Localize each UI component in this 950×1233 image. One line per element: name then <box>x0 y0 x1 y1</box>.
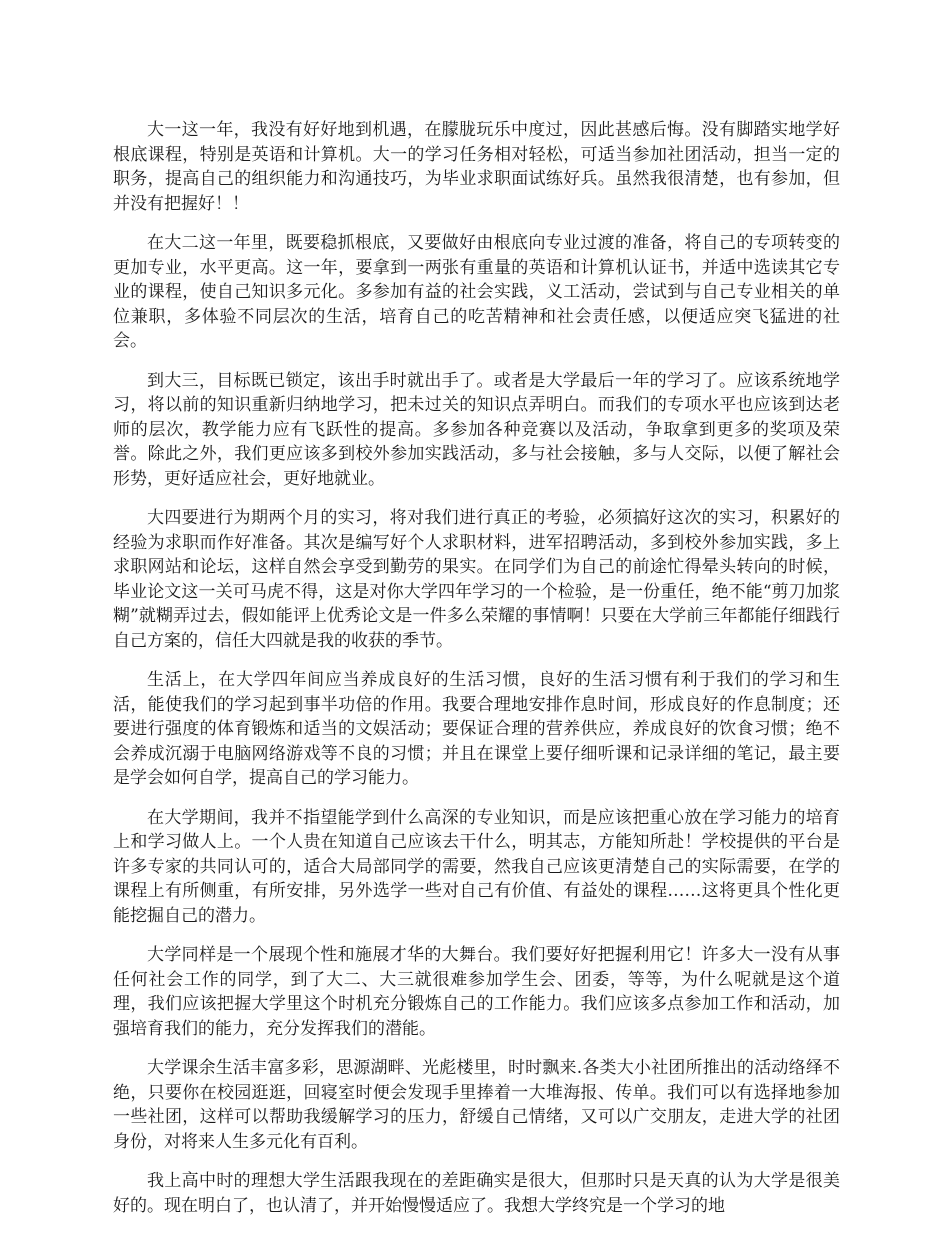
paragraph-7: 大学同样是一个展现个性和施展才华的大舞台。我们要好好把握利用它！许多大一没有从事任何社会工作的同学，到了大二、大三就很难参加学生会、团委，等等，为什么呢就是这个道理，我们应该把握大学里这个时机充分锻炼自己的工作能力。我们应该多点参加工作和活动，加强培育我们的能力，充分发挥我们的潜能。 <box>113 945 840 1039</box>
paragraph-5: 生活上，在大学四年间应当养成良好的生活习惯，良好的生活习惯有利于我们的学习和生活，能使我们的学习起到事半功倍的作用。我要合理地安排作息时间，形成良好的作息制度；还要进行强度的体育锻炼和适当的文娱活动；要保证合理的营养供应，养成良好的饮食习惯；绝不会养成沉溺于电脑网络游戏等不良的习惯；并且在课堂上要仔细听课和记录详细的笔记，最主要是学会如何自学，提高自己的学习能力。 <box>113 670 840 788</box>
paragraph-6: 在大学期间，我并不指望能学到什么高深的专业知识，而是应该把重心放在学习能力的培育上和学习做人上。一个人贵在知道自己应该去干什么，明其志，方能知所赴！学校提供的平台是许多专家的共同认可的，适合大局部同学的需要，然我自己应该更清楚自己的实际需要，在学的课程上有所侧重，有所安排，另外选学一些对自己有价值、有益处的课程……这将更具个性化更能挖掘自己的潜力。 <box>113 807 840 926</box>
paragraph-4: 大四要进行为期两个月的实习，将对我们进行真正的考验，必须搞好这次的实习，积累好的经验为求职而作好准备。其次是编写好个人求职材料，进军招聘活动，多到校外参加实践，多上求职网站和论坛，这样自然会享受到勤劳的果实。在同学们为自己的前途忙得晕头转向的时候，毕业论文这一关可马虎不得，这是对你大学四年学习的一个检验，是一份重任，绝不能“剪刀加浆糊”就糊弄过去，假如能评上优秀论文是一件多么荣耀的事情啊！只要在大学前三年都能仔细践行自己方案的，信任大四就是我的收获的季节。 <box>113 508 840 651</box>
document-page <box>113 118 840 1233</box>
paragraph-9: 我上高中时的理想大学生活跟我现在的差距确实是很大，但那时只是天真的认为大学是很美好的。现在明白了，也认清了，并开始慢慢适应了。我想大学终究是一个学习的地 <box>113 1171 840 1216</box>
paragraph-2: 在大二这一年里，既要稳抓根底，又要做好由根底向专业过渡的准备，将自己的专项转变的更加专业，水平更高。这一年，要拿到一两张有重量的英语和计算机认证书，并适中选读其它专业的课程，使自己知识多元化。多参加有益的社会实践，义工活动，尝试到与自己专业相关的单位兼职，多体验不同层次的生活，培育自己的吃苦精神和社会责任感，以便适应突飞猛进的社会。 <box>113 233 840 351</box>
paragraph-1: 大一这一年，我没有好好地到机遇，在朦胧玩乐中度过，因此甚感后悔。没有脚踏实地学好根底课程，特别是英语和计算机。大一的学习任务相对轻松，可适当参加社团活动，担当一定的职务，提高自己的组织能力和沟通技巧，为毕业求职面试练好兵。虽然我很清楚，也有参加，但并没有把握好！！ <box>113 120 840 214</box>
paragraph-8: 大学课余生活丰富多彩，思源湖畔、光彪楼里，时时飘来.各类大小社团所推出的活动络绎不绝，只要你在校园逛逛，回寝室时便会发现手里捧着一大堆海报、传单。我们可以有选择地参加一些社团，这样可以帮助我缓解学习的压力，舒缓自己情绪，又可以广交朋友，走进大学的社团身份，对将来人生多元化有百利。 <box>113 1058 840 1152</box>
paragraph-3: 到大三，目标既已锁定，该出手时就出手了。或者是大学最后一年的学习了。应该系统地学习，将以前的知识重新归纳地学习，把未过关的知识点弄明白。而我们的专项水平也应该到达老师的层次，教学能力应有飞跃性的提高。多参加各种竞赛以及活动，争取拿到更多的奖项及荣誉。除此之外，我们更应该多到校外参加实践活动，多与社会接触，多与人交际，以便了解社会形势，更好适应社会，更好地就业。 <box>113 370 840 489</box>
